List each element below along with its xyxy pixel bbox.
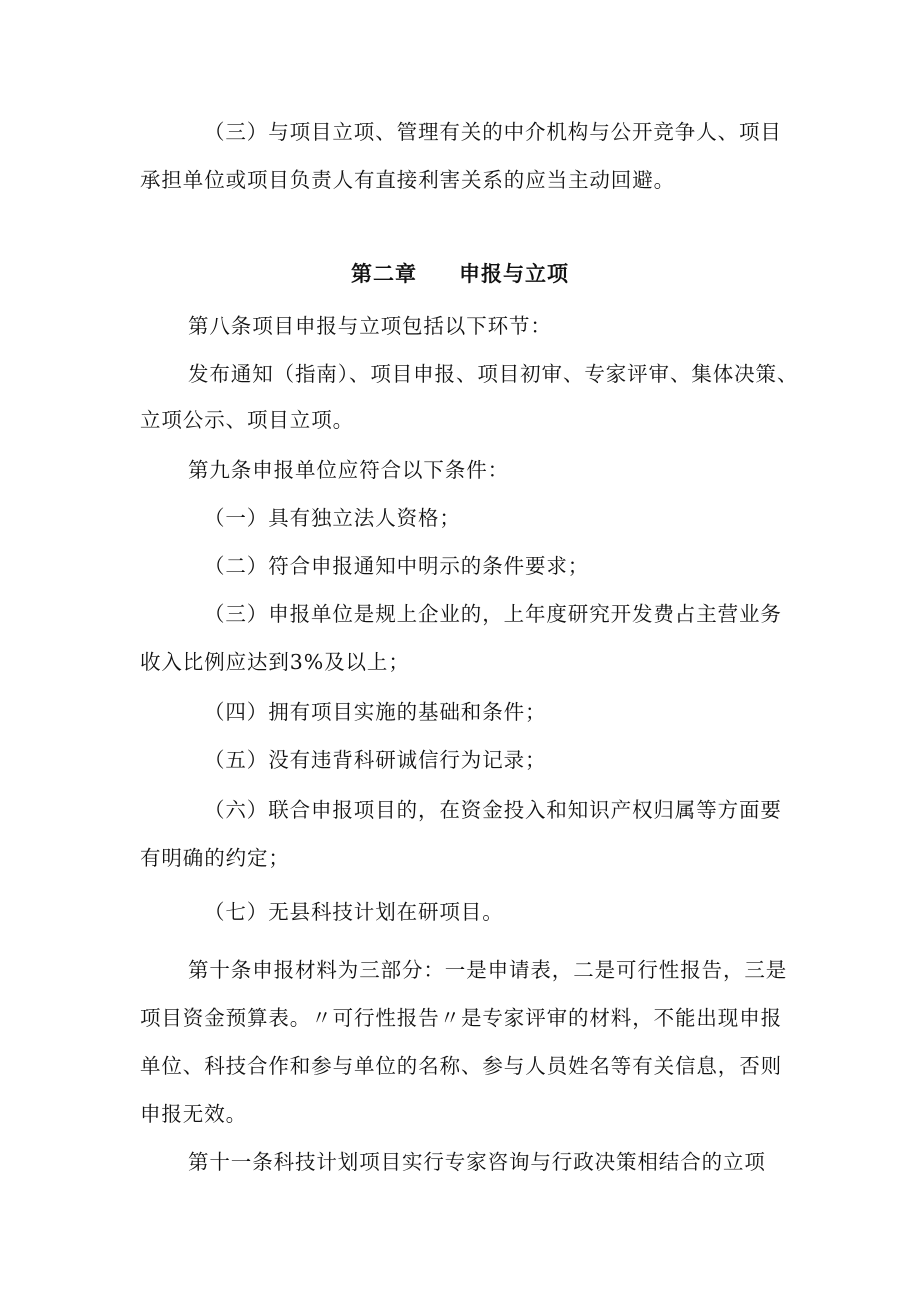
condition-item: （四）拥有项目实施的基础和条件； — [204, 700, 547, 724]
condition-item: （一）具有独立法人资格； — [204, 506, 461, 530]
article-8-intro: 第八条项目申报与立项包括以下环节： — [188, 314, 552, 338]
paragraph-line: 承担单位或项目负责人有直接利害关系的应当主动回避。 — [140, 168, 675, 192]
article-8-steps-line: 发布通知（指南）、项目申报、项目初审、专家评审、集体决策、 — [188, 362, 799, 386]
chapter-title: 申报与立项 — [459, 262, 569, 286]
article-10-line: 申报无效。 — [140, 1102, 247, 1126]
article-11-line: 第十一条科技计划项目实行专家咨询与行政决策相结合的立项 — [188, 1150, 766, 1174]
article-10-line: 项目资金预算表。〃可行性报告〃是专家评审的材料，不能出现申报 — [140, 1006, 782, 1030]
condition-item: （七）无县科技计划在研项目。 — [204, 900, 504, 924]
condition-item: （二）符合申报通知中明示的条件要求； — [204, 554, 590, 578]
chapter-number: 第二章 — [351, 262, 417, 286]
article-9-intro: 第九条申报单位应符合以下条件： — [188, 458, 509, 482]
chapter-heading — [0, 264, 920, 285]
condition-item: （三）申报单位是规上企业的，上年度研究开发费占主营业务 — [204, 602, 782, 626]
condition-item-continuation: 有明确的约定； — [140, 846, 290, 870]
article-10-line: 单位、科技合作和参与单位的名称、参与人员姓名等有关信息，否则 — [140, 1054, 782, 1078]
paragraph-line: （三）与项目立项、管理有关的中介机构与公开竞争人、项目 — [204, 120, 782, 144]
condition-item: （六）联合申报项目的，在资金投入和知识产权归属等方面要 — [204, 798, 782, 822]
article-10-line: 第十条申报材料为三部分：一是申请表，二是可行性报告，三是 — [188, 958, 788, 982]
article-8-steps-line: 立项公示、项目立项。 — [140, 408, 354, 432]
condition-item-continuation: 收入比例应达到3%及以上； — [140, 650, 410, 674]
condition-item: （五）没有违背科研诚信行为记录； — [204, 748, 547, 772]
